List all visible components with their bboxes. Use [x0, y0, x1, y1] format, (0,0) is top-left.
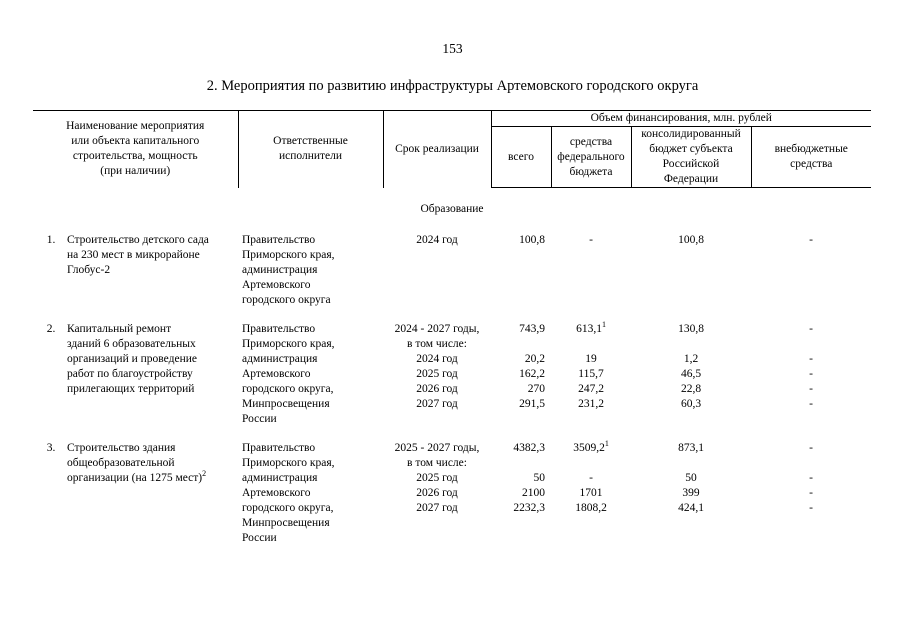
cell-name: 1. Строительство детского сада на 230 мест в микрорайоне Глобус-2 [33, 229, 238, 318]
row-number: 3. [46, 442, 56, 454]
cell-period: 2025 - 2027 годы, в том числе: 2025 год 2026 год 2027 год [394, 442, 480, 514]
category-heading: Образование [420, 203, 484, 215]
section-title: 2. Мероприятия по развитию инфраструктуры Артемовского городского округа [206, 78, 699, 94]
cell-regional: 100,8 [678, 234, 704, 246]
cell-federal: - [589, 234, 593, 246]
header-name: Наименование мероприятия или объекта капитального строительства, мощность (при наличии) [33, 111, 238, 188]
cell-extrabudget: - - - - [809, 442, 813, 514]
cell-regional: 873,1 50 399 424,1 [678, 442, 704, 514]
cell-extrabudget: - [809, 234, 813, 246]
header-period: Срок реализации [383, 111, 491, 188]
row-number: 1. [46, 234, 56, 246]
cell-name: 3. Строительство здания общеобразовательной организации (на 1275 мест)$^2$ [33, 437, 238, 556]
cell-executors: Правительство Приморского края, администрация Артемовского городского округа, Минпросвещения России [242, 442, 335, 544]
cell-total: 4382,3 50 2100 2232,3 [513, 442, 545, 514]
cell-federal: 3509,2$^1$ - 1701 1808,2 [573, 439, 609, 514]
table-row [33, 229, 871, 318]
cell-executors: Правительство Приморского края, администрация Артемовского городского округа, Минпросвещения России [242, 323, 335, 425]
header-federal: средства федерального бюджета [551, 127, 631, 188]
cell-period: 2024 - 2027 годы, в том числе: 2024 год 2025 год 2026 год 2027 год [394, 323, 480, 410]
cell-executors: Правительство Приморского края, администрация Артемовского городского округа [242, 234, 335, 306]
header-funding-group: Объем финансирования, млн. рублей [491, 111, 871, 127]
header-executors: Ответственные исполнители [238, 111, 383, 188]
cell-period: 2024 год [416, 234, 458, 246]
cell-name: 2. Капитальный ремонт зданий 6 образовательных организаций и проведение работ по благоустройству прилегающих территорий [33, 318, 238, 437]
table-row [33, 318, 871, 437]
financing-table [33, 110, 871, 556]
header-extrabudget: внебюджетные средства [751, 127, 871, 188]
row-number: 2. [46, 323, 56, 335]
header-regional: консолидированный бюджет субъекта Российской Федерации [631, 127, 751, 188]
header-total: всего [491, 127, 551, 188]
cell-federal: 613,1$^1$ 19 115,7 247,2 231,2 [576, 320, 606, 410]
page-number: 153 [442, 41, 463, 56]
cell-regional: 130,8 1,2 46,5 22,8 60,3 [678, 323, 704, 410]
cell-extrabudget: - - - - - [809, 323, 813, 410]
table-row [33, 437, 871, 556]
cell-total: 743,9 20,2 162,2 270 291,5 [519, 323, 545, 410]
cell-total: 100,8 [519, 234, 545, 246]
